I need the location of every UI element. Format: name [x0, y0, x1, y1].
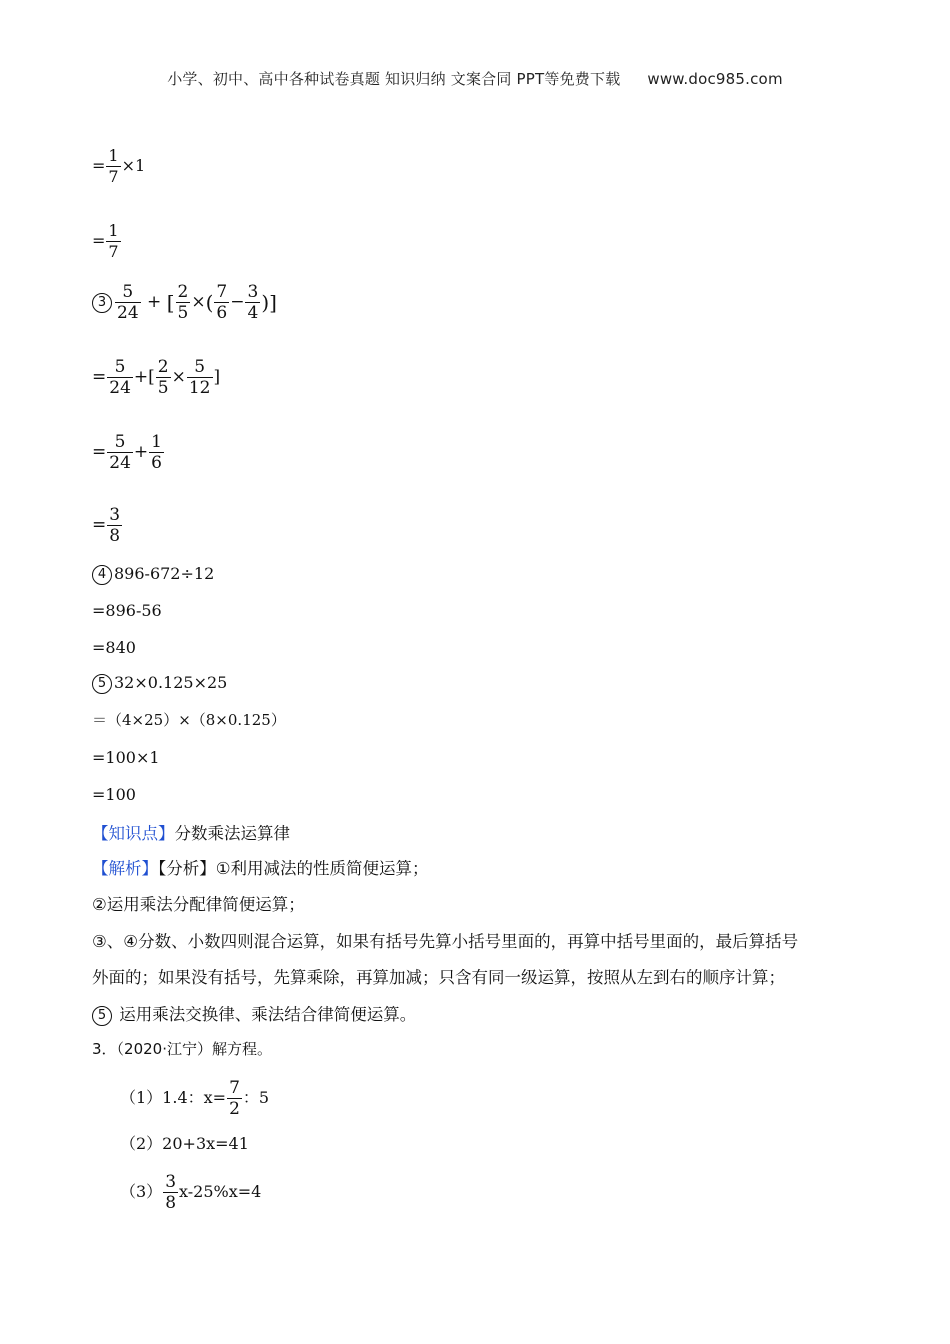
header-url[interactable]: www.doc985.com	[647, 70, 783, 88]
step3-line3: = $\frac{3}{8}$	[92, 505, 121, 546]
question-3-part1: （1）1.4：x= $\frac{7}{2}$ ：5	[120, 1078, 270, 1119]
analysis-line3: ③、④分数、小数四则混合运算，如果有括号先算小括号里面的，再算中括号里面的，最后算括号	[92, 932, 799, 951]
step4-question: 4 896-672÷12	[92, 564, 214, 585]
step2-line1: = $\frac{1}{7}$ ×1	[92, 146, 146, 186]
step2-line2: = $\frac{1}{7}$	[92, 221, 119, 261]
step5-question: 5 32×0.125×25	[92, 673, 227, 694]
analysis-line1: 【解析】【分析】①利用减法的性质简便运算；	[92, 859, 429, 878]
analysis-tag: 【解析】	[92, 859, 158, 878]
step5-line1: ＝（4×25）×（8×0.125）	[92, 711, 286, 729]
question-3-title: 3．（2020·江宁）解方程。	[92, 1040, 272, 1058]
step3-line1: = $\frac{5}{24}$ +[ $\frac{2}{5}$ × $\frac{5}{12}$ ]	[92, 357, 221, 398]
circled-number-3: 3	[92, 293, 112, 313]
analysis-line5: 5 运用乘法交换律、乘法结合律简便运算。	[92, 1001, 416, 1026]
page-header	[0, 68, 950, 89]
circled-number-4: 4	[92, 565, 112, 585]
knowledge-tag: 【知识点】	[92, 824, 175, 843]
step5-line2: =100×1	[92, 748, 160, 767]
step3-question: 3 $\frac{5}{24}$ + [ $\frac{2}{5}$ ×( $\frac{7}{6}$ − $\frac{3}{4}$ )]	[92, 282, 277, 323]
step5-line3: =100	[92, 785, 136, 804]
circled-number-5: 5	[92, 674, 112, 694]
knowledge-point: 【知识点】分数乘法运算律	[92, 824, 290, 843]
analysis-line4: 外面的；如果没有括号，先算乘除，再算加减；只含有同一级运算，按照从左到右的顺序计算；	[92, 968, 785, 987]
circled-number-5b: 5	[92, 1006, 112, 1026]
step3-line2: = $\frac{5}{24}$ + $\frac{1}{6}$	[92, 432, 162, 473]
question-3-part2: （2）20+3x=41	[120, 1134, 249, 1153]
question-3-part3: （3） $\frac{3}{8}$ x-25%x=4	[120, 1172, 262, 1213]
step4-line2: =840	[92, 638, 136, 657]
analysis-line2: ②运用乘法分配律简便运算；	[92, 895, 305, 914]
step4-line1: =896-56	[92, 601, 162, 620]
header-text: 小学、初中、高中各种试卷真题 知识归纳 文案合同 PPT等免费下载	[167, 70, 621, 88]
